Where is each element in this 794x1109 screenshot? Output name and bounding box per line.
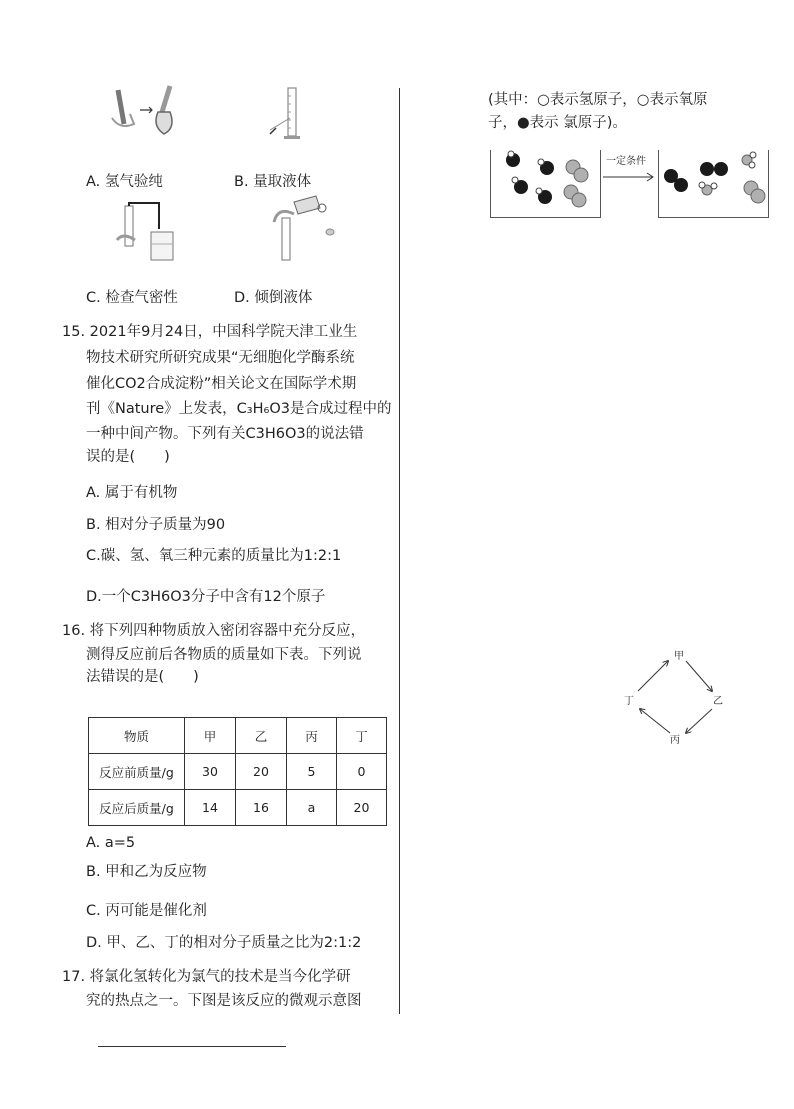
q16-stem-line-2: 测得反应前后各物质的质量如下表。下列说 bbox=[86, 647, 362, 663]
product-box bbox=[658, 150, 769, 218]
q15-option-b: B. 相对分子质量为90 bbox=[86, 517, 226, 533]
table-header-cell: 甲 bbox=[185, 718, 236, 754]
table-cell: a bbox=[287, 790, 337, 826]
cycle-node-ding: 丁 bbox=[624, 696, 634, 707]
measuring-cylinder-illustration bbox=[260, 84, 320, 144]
q16-option-d: D. 甲、乙、丁的相对分子质量之比为2:1:2 bbox=[86, 935, 362, 951]
cycle-node-bing: 丙 bbox=[670, 735, 680, 746]
footnote-rule bbox=[98, 1046, 286, 1047]
reactant-box bbox=[490, 150, 601, 218]
q15-stem-line-1: 15. 2021年9月24日，中国科学院天津工业生 bbox=[62, 324, 358, 340]
table-cell: 16 bbox=[236, 790, 287, 826]
table-header-cell: 丁 bbox=[337, 718, 387, 754]
q15-stem-line-2: 物技术研究所研究成果“无细胞化学酶系统 bbox=[86, 350, 355, 366]
q14-option-d: D. 倾倒液体 bbox=[234, 290, 313, 306]
reaction-condition-label: 一定条件 bbox=[606, 156, 646, 167]
q15-option-c: C.碳、氢、氧三种元素的质量比为1:2:1 bbox=[86, 548, 342, 564]
q16-option-a: A. a=5 bbox=[86, 835, 136, 851]
q17-legend-line-1: (其中：○表示氢原子，○表示氧原 bbox=[488, 92, 708, 108]
table-cell: 5 bbox=[287, 754, 337, 790]
conversion-cycle-diagram bbox=[620, 645, 730, 745]
table-cell: 反应前质量/g bbox=[89, 754, 185, 790]
q15-stem-line-5: 一种中间产物。下列有关C3H6O3的说法错 bbox=[86, 426, 364, 442]
q15-stem-line-6: 误的是( ) bbox=[86, 449, 170, 465]
reactant-molecules bbox=[491, 150, 600, 217]
table-cell: 20 bbox=[236, 754, 287, 790]
table-row bbox=[89, 754, 387, 790]
column-divider bbox=[399, 88, 400, 1014]
table-cell: 14 bbox=[185, 790, 236, 826]
table-header-cell: 物质 bbox=[89, 718, 185, 754]
mass-data-table bbox=[88, 717, 387, 826]
table-header-row bbox=[89, 718, 387, 754]
table-row bbox=[89, 790, 387, 826]
product-molecules bbox=[659, 150, 768, 217]
table-cell: 0 bbox=[337, 754, 387, 790]
cycle-node-yi: 乙 bbox=[713, 696, 723, 707]
q17-stem-line-1: 17. 将氯化氢转化为氯气的技术是当今化学研 bbox=[62, 969, 351, 985]
q16-stem-line-1: 16. 将下列四种物质放入密闭容器中充分反应， bbox=[62, 623, 366, 639]
q16-option-b: B. 甲和乙为反应物 bbox=[86, 864, 207, 880]
q17-legend-line-2: 子，●表示 氯原子)。 bbox=[488, 115, 627, 131]
table-cell: 20 bbox=[337, 790, 387, 826]
pouring-liquid-illustration bbox=[260, 196, 340, 268]
q15-option-a: A. 属于有机物 bbox=[86, 485, 178, 501]
airtightness-illustration bbox=[105, 202, 185, 264]
cycle-node-jia: 甲 bbox=[674, 651, 684, 662]
q16-option-c: C. 丙可能是催化剂 bbox=[86, 903, 207, 919]
table-cell: 30 bbox=[185, 754, 236, 790]
reaction-arrow bbox=[601, 172, 657, 182]
q15-stem-line-3: 催化CO2合成淀粉”相关论文在国际学术期 bbox=[86, 376, 357, 392]
q16-stem-line-3: 法错误的是( ) bbox=[86, 669, 199, 685]
hydrogen-test-illustration bbox=[100, 84, 195, 144]
q14-option-a: A. 氢气验纯 bbox=[86, 174, 163, 190]
table-header-cell: 丙 bbox=[287, 718, 337, 754]
table-cell: 反应后质量/g bbox=[89, 790, 185, 826]
q15-stem-line-4: 刊《Nature》上发表，C₃H₆O3是合成过程中的 bbox=[86, 401, 392, 417]
q17-stem-line-2: 究的热点之一。下图是该反应的微观示意图 bbox=[86, 993, 362, 1009]
q15-option-d: D.一个C3H6O3分子中含有12个原子 bbox=[86, 589, 326, 605]
q14-option-c: C. 检查气密性 bbox=[86, 290, 178, 306]
q14-option-b: B. 量取液体 bbox=[234, 174, 312, 190]
table-header-cell: 乙 bbox=[236, 718, 287, 754]
